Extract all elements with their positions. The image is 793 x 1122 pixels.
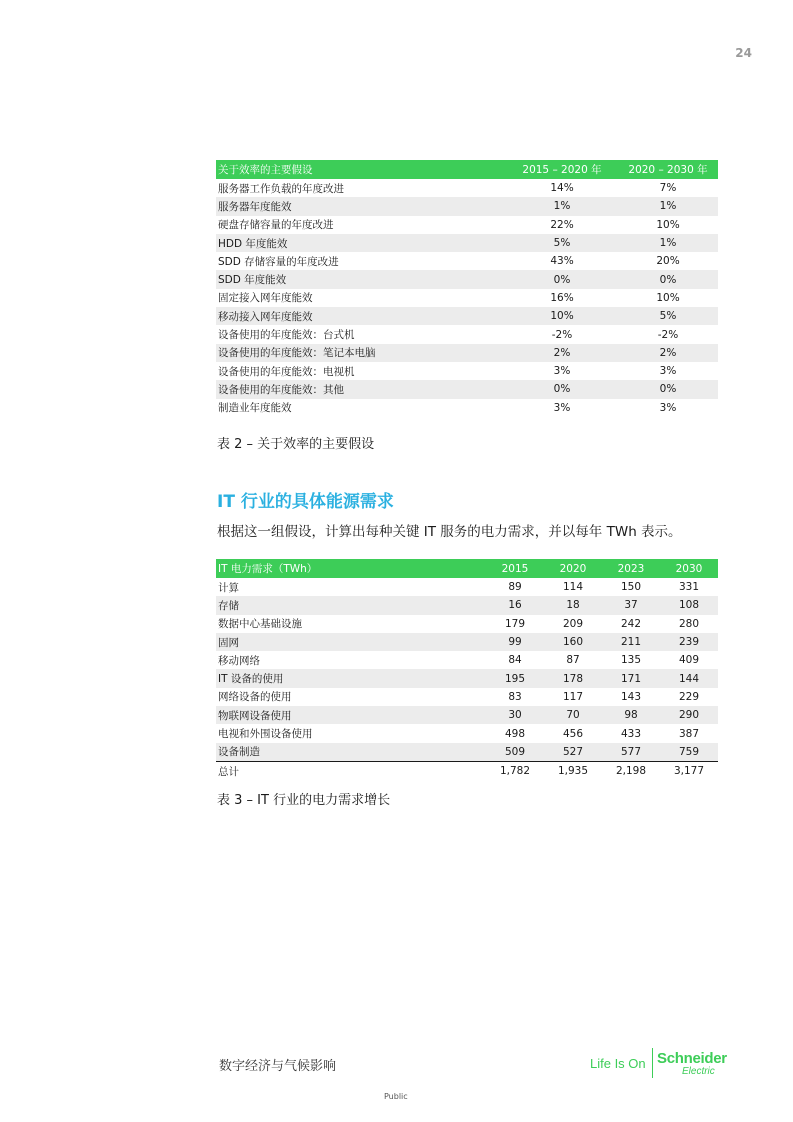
table-cell: 20% bbox=[618, 252, 718, 270]
table-cell: 242 bbox=[602, 615, 660, 633]
logo-brand-sub: Electric bbox=[682, 1066, 715, 1077]
row-label: 制造业年度能效 bbox=[216, 399, 506, 417]
table-cell: 43% bbox=[506, 252, 618, 270]
table-row bbox=[216, 325, 718, 343]
table-row bbox=[216, 399, 718, 417]
row-label: 物联网设备使用 bbox=[216, 706, 486, 724]
table-cell: 30 bbox=[486, 706, 544, 724]
table-row bbox=[216, 179, 718, 197]
table-cell: 509 bbox=[486, 743, 544, 762]
table-cell: 527 bbox=[544, 743, 602, 762]
table-row bbox=[216, 651, 718, 669]
table-cell: 70 bbox=[544, 706, 602, 724]
table-cell: 7% bbox=[618, 179, 718, 197]
column-header: 关于效率的主要假设 bbox=[216, 160, 506, 179]
table-row bbox=[216, 234, 718, 252]
column-header: 2015 bbox=[486, 559, 544, 578]
table-cell: 179 bbox=[486, 615, 544, 633]
row-label: 数据中心基础设施 bbox=[216, 615, 486, 633]
table-cell: 178 bbox=[544, 669, 602, 687]
table-cell: -2% bbox=[506, 325, 618, 343]
row-label: 移动接入网年度能效 bbox=[216, 307, 506, 325]
table-header-row bbox=[216, 160, 718, 179]
table-cell: 456 bbox=[544, 724, 602, 742]
table-row bbox=[216, 252, 718, 270]
row-label: 固网 bbox=[216, 633, 486, 651]
row-label: 服务器工作负载的年度改进 bbox=[216, 179, 506, 197]
table-cell: 209 bbox=[544, 615, 602, 633]
table-cell: 577 bbox=[602, 743, 660, 762]
table-cell: 171 bbox=[602, 669, 660, 687]
row-label: IT 设备的使用 bbox=[216, 669, 486, 687]
table-cell: 3% bbox=[618, 399, 718, 417]
table-cell: 89 bbox=[486, 578, 544, 596]
row-label: 固定接入网年度能效 bbox=[216, 289, 506, 307]
total-cell: 1,782 bbox=[486, 761, 544, 780]
column-header: 2030 bbox=[660, 559, 718, 578]
table-cell: 84 bbox=[486, 651, 544, 669]
table-cell: 83 bbox=[486, 688, 544, 706]
table-cell: 5% bbox=[506, 234, 618, 252]
column-header: 2020 – 2030 年 bbox=[618, 160, 718, 179]
table-row bbox=[216, 270, 718, 288]
table-cell: 143 bbox=[602, 688, 660, 706]
row-label: 服务器年度能效 bbox=[216, 197, 506, 215]
table-cell: 98 bbox=[602, 706, 660, 724]
classification-label: Public bbox=[384, 1092, 408, 1101]
row-label: 电视和外围设备使用 bbox=[216, 724, 486, 742]
row-label: 移动网络 bbox=[216, 651, 486, 669]
table-cell: 99 bbox=[486, 633, 544, 651]
table-cell: 135 bbox=[602, 651, 660, 669]
table-row bbox=[216, 289, 718, 307]
table-cell: 409 bbox=[660, 651, 718, 669]
total-cell: 3,177 bbox=[660, 761, 718, 780]
table-cell: 150 bbox=[602, 578, 660, 596]
logo-brand-name: Schneider bbox=[657, 1050, 727, 1067]
logo-tagline: Life Is On bbox=[590, 1056, 646, 1071]
table-cell: 195 bbox=[486, 669, 544, 687]
table-cell: 87 bbox=[544, 651, 602, 669]
table-row bbox=[216, 578, 718, 596]
table-cell: 0% bbox=[506, 380, 618, 398]
row-label: SDD 存储容量的年度改进 bbox=[216, 252, 506, 270]
table-row bbox=[216, 344, 718, 362]
table-cell: 1% bbox=[506, 197, 618, 215]
table-cell: 144 bbox=[660, 669, 718, 687]
table-row bbox=[216, 362, 718, 380]
total-cell: 2,198 bbox=[602, 761, 660, 780]
table-caption: 表 3 – IT 行业的电力需求增长 bbox=[217, 793, 391, 808]
table-row bbox=[216, 706, 718, 724]
row-label: 设备使用的年度能效：台式机 bbox=[216, 325, 506, 343]
row-label: 计算 bbox=[216, 578, 486, 596]
table-cell: 433 bbox=[602, 724, 660, 742]
table-cell: 2% bbox=[506, 344, 618, 362]
table-row bbox=[216, 307, 718, 325]
it-power-demand-table bbox=[216, 559, 718, 780]
table-cell: 0% bbox=[618, 270, 718, 288]
table-cell: 10% bbox=[506, 307, 618, 325]
table-cell: 18 bbox=[544, 596, 602, 614]
page-number: 24 bbox=[735, 46, 752, 60]
row-label: 存储 bbox=[216, 596, 486, 614]
table-row bbox=[216, 596, 718, 614]
table-cell: 229 bbox=[660, 688, 718, 706]
total-cell: 1,935 bbox=[544, 761, 602, 780]
row-label: 设备使用的年度能效：笔记本电脑 bbox=[216, 344, 506, 362]
footer-document-title: 数字经济与气候影响 bbox=[219, 1059, 337, 1074]
row-label: 硬盘存储容量的年度改进 bbox=[216, 216, 506, 234]
table-cell: 16% bbox=[506, 289, 618, 307]
table-cell: 10% bbox=[618, 289, 718, 307]
table-cell: 108 bbox=[660, 596, 718, 614]
table-row bbox=[216, 197, 718, 215]
section-heading: IT 行业的具体能源需求 bbox=[217, 492, 394, 512]
table-cell: 22% bbox=[506, 216, 618, 234]
table-cell: 0% bbox=[618, 380, 718, 398]
table-cell: 498 bbox=[486, 724, 544, 742]
table-cell: 16 bbox=[486, 596, 544, 614]
row-label: 网络设备的使用 bbox=[216, 688, 486, 706]
column-header: 2015 – 2020 年 bbox=[506, 160, 618, 179]
row-label: HDD 年度能效 bbox=[216, 234, 506, 252]
table-row bbox=[216, 216, 718, 234]
table-caption: 表 2 – 关于效率的主要假设 bbox=[217, 437, 375, 452]
table-cell: 117 bbox=[544, 688, 602, 706]
table-row bbox=[216, 688, 718, 706]
schneider-electric-logo bbox=[590, 1046, 745, 1080]
table-cell: 160 bbox=[544, 633, 602, 651]
table-cell: 14% bbox=[506, 179, 618, 197]
table-cell: 5% bbox=[618, 307, 718, 325]
efficiency-assumptions-table bbox=[216, 160, 718, 417]
table-row bbox=[216, 669, 718, 687]
row-label: 设备使用的年度能效：电视机 bbox=[216, 362, 506, 380]
table-row bbox=[216, 615, 718, 633]
table-cell: 2% bbox=[618, 344, 718, 362]
table-cell: 3% bbox=[506, 399, 618, 417]
table-cell: 3% bbox=[506, 362, 618, 380]
table-row bbox=[216, 380, 718, 398]
table-cell: 37 bbox=[602, 596, 660, 614]
table-cell: 1% bbox=[618, 197, 718, 215]
table-cell: 280 bbox=[660, 615, 718, 633]
logo-divider bbox=[652, 1048, 653, 1078]
column-header: 2020 bbox=[544, 559, 602, 578]
table-cell: 0% bbox=[506, 270, 618, 288]
total-row bbox=[216, 761, 718, 780]
row-label: 设备制造 bbox=[216, 743, 486, 762]
table-cell: 114 bbox=[544, 578, 602, 596]
table-cell: 387 bbox=[660, 724, 718, 742]
table-cell: 211 bbox=[602, 633, 660, 651]
table-row bbox=[216, 743, 718, 762]
table-cell: 3% bbox=[618, 362, 718, 380]
column-header: 2023 bbox=[602, 559, 660, 578]
table-row bbox=[216, 633, 718, 651]
row-label: SDD 年度能效 bbox=[216, 270, 506, 288]
table-cell: 10% bbox=[618, 216, 718, 234]
table-row bbox=[216, 724, 718, 742]
table-cell: 1% bbox=[618, 234, 718, 252]
table-cell: 331 bbox=[660, 578, 718, 596]
total-label: 总计 bbox=[216, 761, 486, 780]
table-cell: 290 bbox=[660, 706, 718, 724]
table-cell: 239 bbox=[660, 633, 718, 651]
column-header: IT 电力需求（TWh） bbox=[216, 559, 486, 578]
table-header-row bbox=[216, 559, 718, 578]
row-label: 设备使用的年度能效：其他 bbox=[216, 380, 506, 398]
table-cell: 759 bbox=[660, 743, 718, 762]
table-cell: -2% bbox=[618, 325, 718, 343]
intro-paragraph: 根据这一组假设，计算出每种关键 IT 服务的电力需求，并以每年 TWh 表示。 bbox=[217, 524, 682, 540]
